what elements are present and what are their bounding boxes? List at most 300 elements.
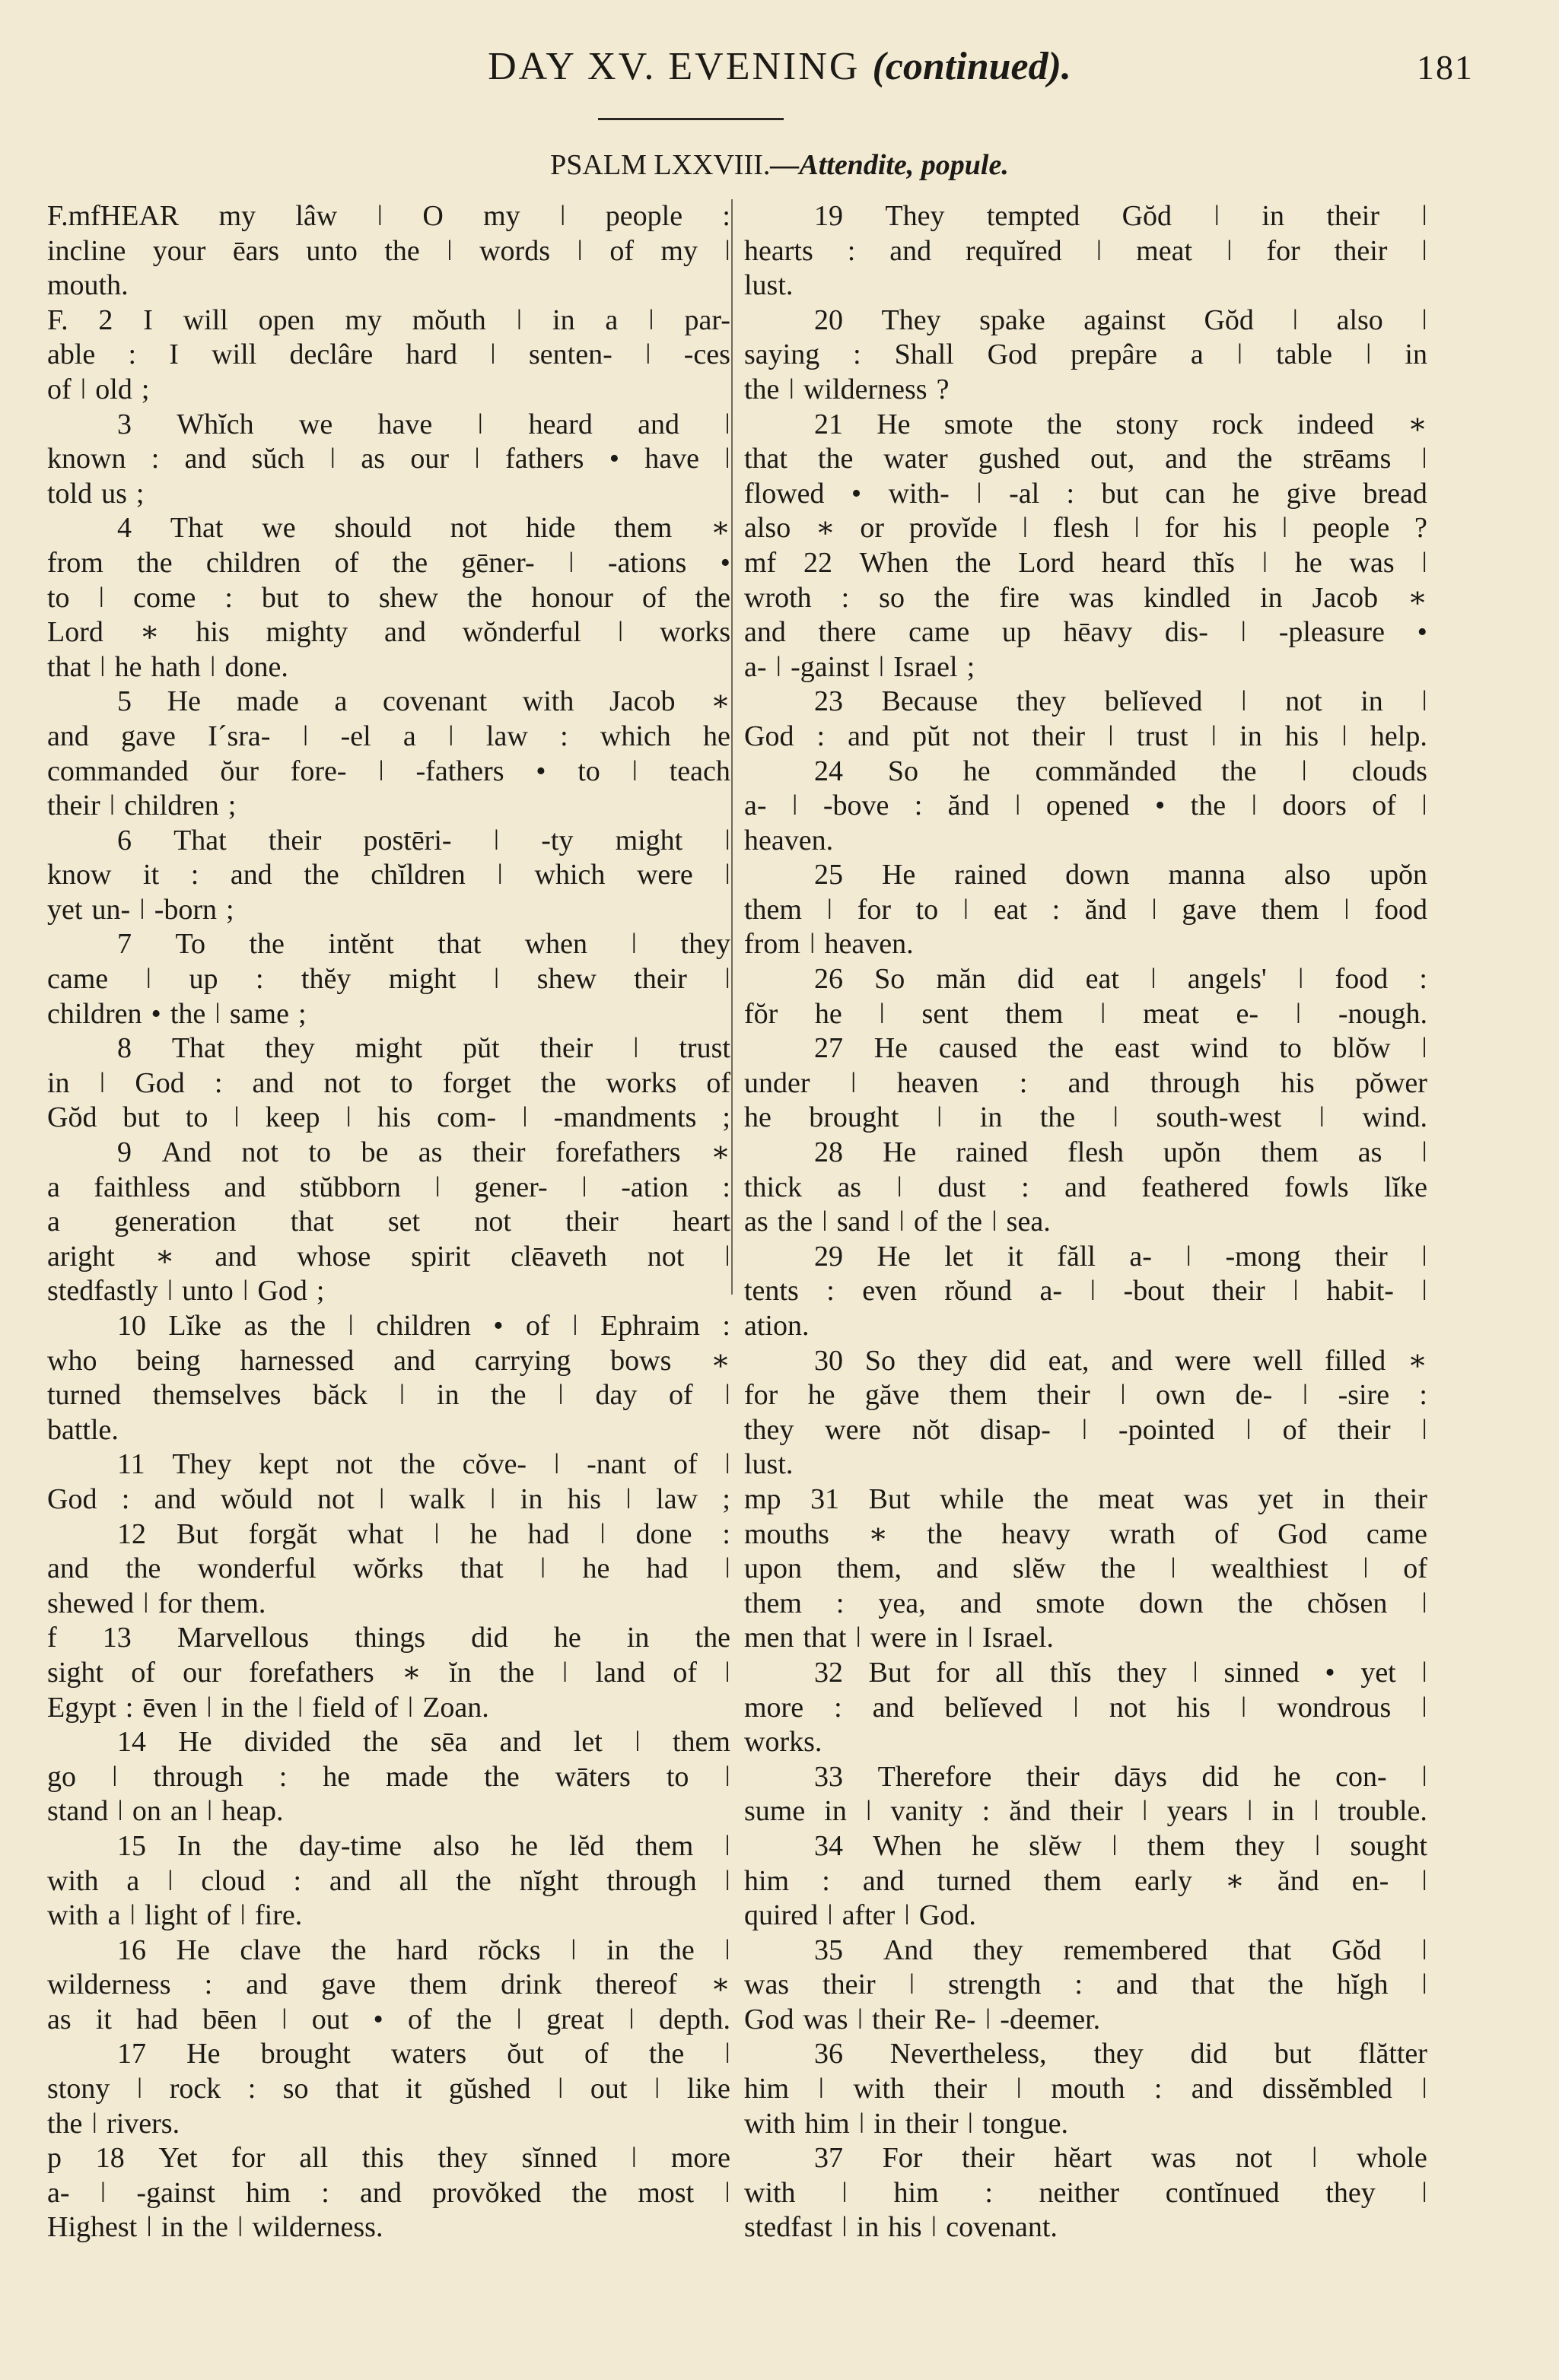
verse-word: which [600, 720, 671, 752]
verse-word: ǀ [1421, 303, 1427, 336]
verse-word: against [1083, 303, 1166, 336]
verse-word: heaven [896, 1066, 979, 1099]
verse-line [47, 581, 730, 616]
verse-word: ǀ [572, 1310, 578, 1342]
verse-word: ănd [1277, 1864, 1319, 1897]
right-column [744, 199, 1427, 2245]
verse-word: not [1109, 1691, 1147, 1724]
verse-word: in [436, 1379, 460, 1412]
verse-word: Egypt [47, 1691, 116, 1724]
verse-word: wŏrks [352, 1552, 424, 1585]
verse-word: did [471, 1622, 508, 1654]
verse-word: postēri- [363, 824, 452, 856]
verse-word: declâre [289, 338, 374, 371]
left-column [47, 199, 730, 2245]
verse-word: the [817, 443, 854, 475]
verse-word: • [151, 997, 161, 1030]
verse-word: ǀ [407, 1691, 414, 1724]
verse-line [744, 546, 1427, 581]
verse-word: out [590, 2073, 628, 2105]
verse-line [47, 685, 730, 720]
verse-word: When [873, 1829, 942, 1862]
verse-word: and [359, 2176, 402, 2209]
verse-word: for [744, 1379, 778, 1412]
verse-word: meat [1143, 997, 1199, 1030]
verse-word: rained [954, 859, 1027, 891]
verse-word: he [114, 650, 142, 683]
verse-word: spirit [411, 1240, 471, 1273]
verse-word: ǀ [345, 1101, 352, 1134]
verse-word: hide [526, 512, 576, 545]
verse-word: him [744, 1864, 790, 1897]
verse-word: should [334, 512, 412, 545]
verse-word: of [609, 234, 635, 267]
verse-word: ǀ [1421, 1413, 1427, 1446]
verse-line [47, 2072, 730, 2107]
verse-word: Because [881, 685, 978, 718]
verse-word: to [327, 581, 350, 614]
verse-line [47, 1274, 730, 1309]
verse-word: Lĭke [168, 1310, 222, 1342]
verse-line [744, 615, 1427, 650]
verse-word: mouth. [47, 269, 129, 302]
verse-word: ǀ [1281, 512, 1288, 545]
verse-word: did [1017, 963, 1055, 996]
verse-word: ǀ [1112, 1829, 1118, 1862]
verse-word: ∗ [815, 512, 835, 545]
verse-word: Lord [1018, 546, 1075, 579]
verse-word: ǀ [1292, 303, 1299, 336]
verse-word: Ephraim [600, 1310, 700, 1342]
verse-word: They [885, 200, 945, 232]
verse-word: also [744, 512, 791, 545]
verse-line [744, 2072, 1427, 2107]
verse-line [744, 1344, 1427, 1379]
verse-line [47, 2176, 730, 2211]
verse-word: He [882, 1136, 917, 1169]
verse-word: so [879, 581, 905, 614]
verse-word: of [131, 1656, 155, 1689]
verse-word: ǀ [1251, 790, 1258, 822]
verse-word: them [744, 893, 802, 926]
verse-word: sŭch [251, 443, 305, 475]
verse-word: ǀ [1192, 1656, 1198, 1689]
verse-word: in [606, 1934, 629, 1966]
verse-word: forefathers [249, 1656, 374, 1689]
verse-word: come [133, 581, 196, 614]
verse-word: O [422, 200, 444, 232]
verse-word: ǀ [282, 2003, 288, 2035]
verse-word: let [573, 1726, 603, 1759]
verse-word: Gŏd [1122, 200, 1172, 232]
verse-word: ǀ [474, 443, 480, 475]
verse-word: thereof [595, 1969, 678, 2001]
verse-word: sought [1350, 1829, 1427, 1862]
verse-word: food [1374, 893, 1427, 926]
verse-word: ǀ [240, 1899, 246, 1932]
verse-word: wŏuld [220, 1482, 293, 1515]
verse-word: Yet [158, 2142, 198, 2175]
verse-word: ǀ [1313, 1795, 1319, 1828]
verse-word: the [659, 1934, 695, 1966]
verse-line [47, 1760, 730, 1795]
header-rule [598, 118, 784, 120]
verse-line [47, 477, 730, 512]
verse-word: not [1235, 2142, 1273, 2175]
verse-word: the [456, 2003, 492, 2035]
verse-word: ǀ [1134, 512, 1140, 545]
verse-word: children [47, 997, 142, 1030]
verse-word: belĭeved [944, 1691, 1043, 1724]
verse-word: ǀ [648, 303, 654, 336]
verse-word: ǀ [434, 1517, 440, 1550]
verse-word: not [1285, 685, 1322, 718]
verse-word: rivers. [107, 2107, 180, 2140]
verse-word: ∗ [139, 616, 160, 649]
verse-word: • [1325, 1656, 1335, 1689]
verse-word: my [483, 200, 520, 232]
verse-word: ǀ [724, 1829, 730, 1862]
verse-word: ǀ [242, 1275, 249, 1308]
verse-word: they [917, 1344, 968, 1377]
verse-word: ǀ [378, 1482, 385, 1515]
verse-word: ǀ [1421, 790, 1427, 822]
verse-word: shew [536, 963, 597, 996]
verse-word: also [1284, 859, 1331, 891]
header-title-text: DAY XV. EVENING [488, 45, 861, 88]
verse-word: generation [114, 1206, 237, 1238]
verse-word: : [247, 2073, 256, 2105]
verse-word: ǀ [516, 2003, 522, 2035]
verse-word: That [171, 1032, 225, 1065]
verse-word: In [177, 1829, 202, 1862]
verse-word: mf [744, 546, 777, 579]
verse-word: ǀ [724, 2176, 730, 2209]
verse-word: 32 [814, 1656, 843, 1689]
verse-word: ǀ [858, 2107, 865, 2140]
verse-word: that [460, 1552, 504, 1585]
verse-word: -al [1009, 477, 1040, 510]
verse-word: he [962, 755, 991, 787]
verse-word: for [1266, 234, 1300, 267]
verse-word: wilderness. [252, 2211, 383, 2244]
verse-word: ǀ [109, 790, 116, 822]
verse-word: in [520, 1482, 543, 1515]
verse-word: give [1286, 477, 1337, 510]
verse-word: -mong [1225, 1240, 1301, 1273]
verse-word: ǀ [447, 234, 453, 267]
verse-word: of [1372, 790, 1396, 822]
verse-word: cŏve- [462, 1448, 527, 1481]
verse-word: : [722, 1171, 730, 1203]
verse-word: ǀ [899, 1206, 905, 1238]
verse-word: in [1271, 1795, 1295, 1828]
verse-word: ǀ [146, 2211, 152, 2244]
verse-word: ǀ [562, 1656, 568, 1689]
verse-word: ǀ [91, 2107, 98, 2140]
verse-word: they [1117, 1656, 1167, 1689]
verse-word: ănd [947, 790, 990, 822]
verse-line [47, 1899, 730, 1934]
verse-word: ǀ [788, 373, 795, 405]
verse-word: hearts [744, 234, 813, 267]
verse-word: prepâre [1070, 338, 1157, 371]
verse-word: up [189, 963, 218, 996]
verse-word: sea. [1006, 1206, 1051, 1238]
verse-word: of [526, 1310, 550, 1342]
verse-word: water [883, 443, 948, 475]
verse-word: ǀ [644, 338, 651, 371]
verse-word: in [626, 1622, 650, 1654]
verse-word: -born [154, 893, 218, 926]
verse-word: for [231, 2142, 266, 2175]
verse-word: all [399, 1864, 428, 1897]
verse-word: ǀ [489, 1482, 496, 1515]
verse-line [744, 1413, 1427, 1448]
verse-word: ǀ [348, 1310, 354, 1342]
verse-word: ǀ [1341, 720, 1347, 752]
verse-word: our [183, 1656, 221, 1689]
verse-word: stony [47, 2073, 110, 2105]
verse-word: yet [47, 893, 83, 926]
verse-word: ǀ [1185, 1240, 1192, 1273]
verse-word: requĭred [966, 234, 1062, 267]
verse-word: and [246, 1969, 288, 2001]
verse-word: ǀ [1014, 790, 1021, 822]
verse-word: and [329, 1864, 371, 1897]
verse-word: did [1201, 1760, 1239, 1793]
verse-word: us [101, 477, 127, 510]
verse-word: : [1021, 1171, 1029, 1203]
verse-word: : [121, 1482, 130, 1515]
verse-word: bread [1363, 477, 1427, 510]
verse-word: remembered [1063, 1934, 1208, 1966]
verse-word: sand [836, 1206, 890, 1238]
verse-word: him [744, 2073, 790, 2105]
verse-word: waters [390, 2038, 467, 2070]
verse-word: through [606, 1864, 697, 1897]
verse-word: ǀ [908, 1969, 915, 2001]
verse-word: the [232, 1829, 268, 1862]
verse-word: blŏw [1332, 1032, 1391, 1065]
verse-word: ǀ [493, 963, 500, 996]
verse-word: wonderful [197, 1552, 317, 1585]
verse-word: they [1016, 685, 1067, 718]
verse-word: ∗ [1224, 1864, 1245, 1897]
verse-word: ǀ [1314, 1829, 1321, 1862]
verse-word: ǀ [1262, 546, 1268, 579]
verse-word: -gainst [136, 2176, 215, 2209]
verse-word: com- [437, 1101, 497, 1134]
verse-word: -pleasure [1278, 616, 1385, 649]
verse-word: covenant [382, 685, 488, 718]
verse-line [47, 1691, 730, 1726]
verse-word: that [1248, 1934, 1292, 1966]
verse-word: 13 [102, 1622, 132, 1654]
verse-line [744, 824, 1427, 859]
verse-line [744, 2176, 1427, 2211]
verse-word: under [744, 1066, 810, 1099]
verse-word: them [1261, 893, 1319, 926]
verse-word: were [636, 859, 693, 891]
verse-word: ǀ [1240, 685, 1247, 718]
verse-word: from [47, 546, 103, 579]
verse-word: I [169, 338, 179, 371]
verse-line [744, 1309, 1427, 1344]
verse-word: ǀ [1421, 685, 1427, 718]
verse-word: Highest [47, 2211, 138, 2244]
verse-word: the [744, 373, 780, 405]
verse-word: his [1176, 1691, 1211, 1724]
verse-word: thĭs [1049, 1656, 1092, 1689]
verse-word: ǀ [100, 2176, 107, 2209]
verse-word: Jacob [1312, 581, 1379, 614]
verse-word: to [308, 1136, 331, 1169]
verse-word: : [321, 2176, 329, 2209]
verse-word: -ations [607, 546, 687, 579]
verse-word: hard [406, 338, 457, 371]
verse-word: came [908, 616, 970, 649]
verse-word: provŏked [431, 2176, 542, 2209]
verse-word: Whĭch [177, 408, 254, 440]
verse-word: forget [442, 1066, 511, 1099]
verse-word: he [323, 1760, 351, 1793]
verse-word: set [387, 1206, 421, 1238]
column-divider [731, 199, 733, 1295]
verse-word: the [1190, 790, 1227, 822]
verse-word: -mandments [553, 1101, 697, 1134]
verse-line [47, 1587, 730, 1622]
verse-word: have [644, 443, 700, 475]
verse-line [744, 1691, 1427, 1726]
verse-word: and [889, 234, 932, 267]
verse-word: to [915, 893, 939, 926]
verse-word: while [940, 1482, 1004, 1515]
verse-word: ǀ [1293, 1275, 1299, 1308]
verse-word: his [888, 2211, 922, 2244]
verse-word: ; [316, 1275, 325, 1308]
verse-word: smote [1036, 1587, 1106, 1619]
verse-word: ǀ [1363, 1552, 1369, 1585]
verse-word: their [1326, 200, 1379, 232]
verse-word: the [290, 1310, 326, 1342]
verse-word: : [847, 234, 856, 267]
verse-word: as [1357, 1136, 1382, 1169]
verse-word: what [347, 1517, 404, 1550]
verse-word: strength [948, 1969, 1042, 2001]
verse-word: faithless [94, 1171, 190, 1203]
verse-word: an [170, 1795, 198, 1828]
verse-word: to [390, 1066, 413, 1099]
verse-word: ǀ [985, 2003, 991, 2035]
verse-word: and [862, 1864, 905, 1897]
verse-word: yet [1360, 1656, 1396, 1689]
verse-word: ǀ [991, 1206, 997, 1238]
verse-word: they [437, 2142, 488, 2175]
verse-word: of [206, 1899, 231, 1932]
verse-word: sume [744, 1795, 806, 1828]
verse-word: ǀ [1246, 1795, 1253, 1828]
verse-word: 33 [814, 1760, 843, 1793]
verse-word: ǀ [931, 2211, 937, 2244]
verse-word: opened [1045, 790, 1130, 822]
verse-word: the [392, 546, 428, 579]
verse-word: to [1279, 1032, 1302, 1065]
verse-word: wind [1190, 1032, 1249, 1065]
verse-word: That [173, 824, 227, 856]
verse-word: not [336, 1448, 373, 1481]
verse-word: honour [531, 581, 613, 614]
verse-word: ǀ [1246, 1413, 1252, 1446]
verse-word: and [936, 1552, 978, 1585]
verse-word: He [877, 1240, 911, 1273]
verse-word: he [807, 1379, 835, 1412]
verse-word: wŏnderful [462, 616, 581, 649]
verse-word: ǀ [167, 1864, 173, 1897]
verse-word: ǀ [724, 1934, 730, 1966]
verse-word: heavy [1001, 1517, 1071, 1550]
verse-word: : [190, 859, 199, 891]
verse-word: ǀ [724, 1552, 730, 1585]
verse-word: -deemer. [1000, 2003, 1101, 2035]
verse-word: ǀ [724, 859, 730, 891]
verse-word: ǀ [136, 2073, 143, 2105]
verse-word: habit- [1326, 1275, 1394, 1308]
verse-line [744, 1587, 1427, 1622]
verse-word: a [47, 1171, 60, 1203]
verse-word: as [47, 2003, 72, 2035]
verse-word: Therefore [877, 1760, 992, 1793]
verse-word: through [1150, 1066, 1240, 1099]
verse-word: words [479, 234, 550, 267]
verse-word: lust. [744, 269, 794, 302]
verse-word: brought [809, 1101, 899, 1134]
verse-word: ǀ [577, 234, 583, 267]
verse-word: law [656, 1482, 698, 1515]
verse-line [47, 1621, 730, 1656]
verse-word: mighty [266, 616, 348, 649]
verse-word: were [870, 1622, 927, 1654]
verse-word: he [972, 1829, 1000, 1862]
verse-word: ǀ [1120, 1379, 1126, 1412]
verse-word: lâw [295, 200, 338, 232]
verse-word: their [872, 2003, 925, 2035]
verse-word: also [432, 1829, 480, 1862]
verse-word: my [660, 234, 698, 267]
verse-line [47, 442, 730, 477]
verse-word: : [1019, 1066, 1028, 1099]
verse-word: ǀ [631, 2142, 638, 2175]
verse-word: hēavy [1063, 616, 1133, 649]
verse-word: ? [936, 373, 950, 405]
verse-word: ǀ [1421, 1969, 1427, 2001]
verse-word: he [582, 1552, 610, 1585]
verse-word: e- [1236, 997, 1259, 1030]
verse-word: So [864, 1344, 896, 1377]
verse-word: he [553, 1622, 581, 1654]
verse-word: he [744, 1101, 772, 1134]
verse-word: in [1360, 685, 1383, 718]
verse-line [47, 1171, 730, 1206]
verse-word: commănded [1035, 755, 1177, 787]
verse-word: wind. [1362, 1101, 1427, 1134]
verse-word: : [853, 338, 861, 371]
verse-word: ation. [744, 1310, 810, 1342]
verse-word: 31 [810, 1482, 840, 1515]
verse-line [47, 720, 730, 755]
verse-word: stand [47, 1795, 109, 1828]
verse-word: He [176, 1934, 210, 1966]
